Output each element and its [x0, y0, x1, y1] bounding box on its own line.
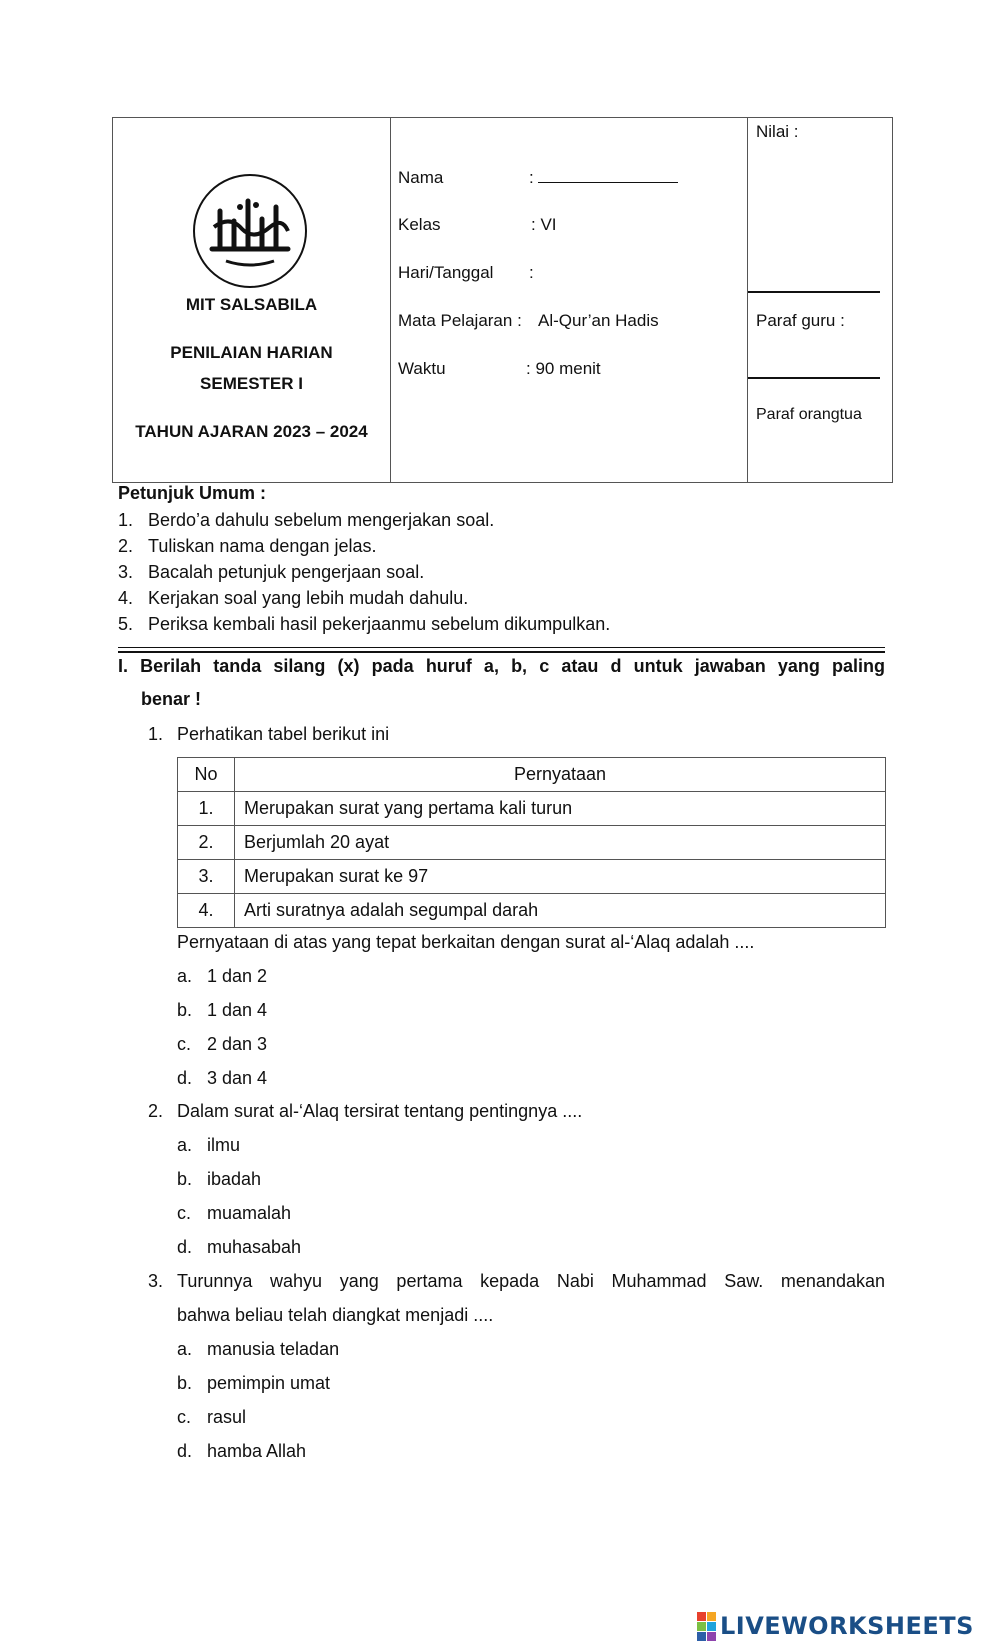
- field-value: Al-Qur’an Hadis: [538, 311, 659, 330]
- answer-option[interactable]: a. 1 dan 2: [177, 966, 268, 986]
- paraf-guru-line: [748, 377, 880, 379]
- question-text: Turunnya wahyu yang pertama kepada Nabi Muhammad Saw. menandakan: [177, 1271, 885, 1291]
- answer-option[interactable]: d. hamba Allah: [177, 1441, 307, 1461]
- grade-column: [747, 118, 894, 482]
- field-label: Hari/Tanggal: [398, 263, 494, 282]
- instructions-title: Petunjuk Umum :: [118, 483, 267, 503]
- field-value: :: [529, 168, 534, 187]
- table-cell: Berjumlah 20 ayat: [235, 826, 886, 860]
- field-nama: [398, 168, 534, 188]
- school-name: MIT SALSABILA: [185, 295, 318, 314]
- field-label: Nama: [398, 168, 444, 187]
- paraf-guru-label: Paraf guru :: [756, 311, 845, 330]
- table-row: [178, 860, 886, 894]
- answer-option[interactable]: c. 2 dan 3: [177, 1034, 268, 1054]
- answer-option[interactable]: b. 1 dan 4: [177, 1000, 268, 1020]
- semester: SEMESTER I: [200, 374, 303, 393]
- answer-option[interactable]: a. ilmu: [177, 1135, 241, 1155]
- paraf-orangtua-label: Paraf orangtua: [756, 406, 862, 423]
- question-prompt: Pernyataan di atas yang tepat berkaitan dengan surat al-‘Alaq adalah ....: [177, 932, 755, 952]
- exam-title: PENILAIAN HARIAN: [170, 343, 333, 362]
- field-mata-pelajaran: [398, 311, 659, 331]
- section-title: I. Berilah tanda silang (x) pada huruf a, b, c atau d untuk jawaban yang paling: [118, 656, 885, 676]
- answer-option[interactable]: b. ibadah: [177, 1169, 262, 1189]
- question-number: 2.: [148, 1101, 164, 1121]
- question-number: 3.: [148, 1271, 164, 1291]
- question-text: Perhatikan tabel berikut ini: [177, 724, 390, 744]
- nilai-line: [748, 291, 880, 293]
- liveworksheets-logo-icon: [697, 1612, 716, 1641]
- field-waktu: [398, 359, 601, 379]
- instruction-item: 4. Kerjakan soal yang lebih mudah dahulu.: [118, 588, 469, 608]
- field-value: :: [529, 263, 534, 282]
- answer-option[interactable]: b. pemimpin umat: [177, 1373, 331, 1393]
- table-cell: Merupakan surat yang pertama kali turun: [235, 792, 886, 826]
- instruction-item: 5. Periksa kembali hasil pekerjaanmu sebelum dikumpulkan.: [118, 614, 611, 634]
- answer-option[interactable]: a. manusia teladan: [177, 1339, 340, 1359]
- header-box: [112, 117, 893, 483]
- table-row: [178, 894, 886, 928]
- table-cell: Merupakan surat ke 97: [235, 860, 886, 894]
- divider-line: [118, 651, 885, 653]
- table-row: [178, 792, 886, 826]
- divider-line: [118, 647, 885, 648]
- school-logo: [190, 171, 310, 291]
- table-cell: 2.: [178, 826, 235, 860]
- statement-table: [177, 757, 886, 928]
- answer-option[interactable]: c. rasul: [177, 1407, 247, 1427]
- liveworksheets-watermark: [697, 1611, 974, 1641]
- table-cell: 4.: [178, 894, 235, 928]
- table-cell: Arti suratnya adalah segumpal darah: [235, 894, 886, 928]
- field-label: Kelas: [398, 215, 441, 234]
- table-header: Pernyataan: [235, 758, 886, 792]
- table-cell: 3.: [178, 860, 235, 894]
- nilai-label: Nilai :: [756, 122, 799, 141]
- table-row: [178, 826, 886, 860]
- field-value: : VI: [531, 215, 557, 234]
- question-text-cont: bahwa beliau telah diangkat menjadi ....: [177, 1305, 494, 1325]
- section-title-cont: benar !: [141, 689, 202, 709]
- answer-option[interactable]: c. muamalah: [177, 1203, 292, 1223]
- academic-year: TAHUN AJARAN 2023 – 2024: [135, 422, 368, 441]
- field-label: Waktu: [398, 359, 446, 378]
- instruction-item: 3. Bacalah petunjuk pengerjaan soal.: [118, 562, 425, 582]
- answer-option[interactable]: d. muhasabah: [177, 1237, 302, 1257]
- school-column: [113, 118, 391, 482]
- question-number: 1.: [148, 724, 164, 744]
- table-header-row: [178, 758, 886, 792]
- instruction-item: 1. Berdo’a dahulu sebelum mengerjakan soal.: [118, 510, 495, 530]
- answer-option[interactable]: d. 3 dan 4: [177, 1068, 268, 1088]
- watermark-text: LIVEWORKSHEETS: [720, 1612, 974, 1640]
- field-hari-tanggal: [398, 263, 534, 283]
- table-header: No: [178, 758, 235, 792]
- name-blank-line[interactable]: [538, 168, 678, 183]
- field-value: : 90 menit: [526, 359, 601, 378]
- table-cell: 1.: [178, 792, 235, 826]
- instruction-item: 2. Tuliskan nama dengan jelas.: [118, 536, 377, 556]
- field-kelas: [398, 215, 557, 235]
- question-text: Dalam surat al-‘Alaq tersirat tentang pentingnya ....: [177, 1101, 583, 1121]
- field-label: Mata Pelajaran :: [398, 311, 522, 330]
